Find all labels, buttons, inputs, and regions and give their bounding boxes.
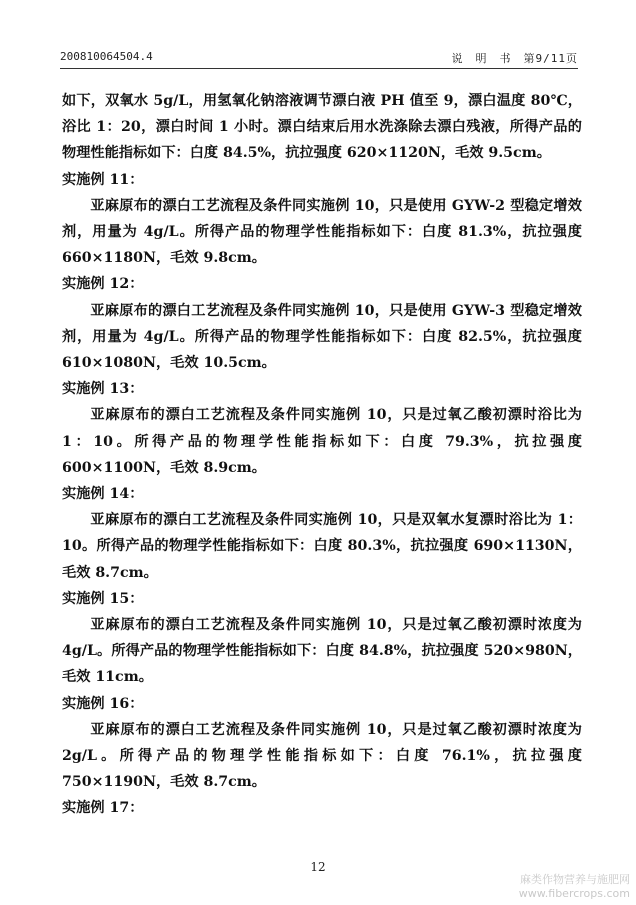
- watermark-name: 麻类作物营养与施肥网: [520, 873, 630, 886]
- document-body: [62, 88, 582, 822]
- paragraph: 亚麻原布的漂白工艺流程及条件同实施例 10，只是使用 GYW-2 型稳定增效剂，用量为 4g/L。所得产品的物理学性能指标如下：白度 81.3%，抗拉强度 660×1180N，毛效 9.8cm。: [62, 197, 582, 267]
- watermark-url: www.fibercrops.com: [518, 887, 630, 900]
- watermark: [519, 873, 630, 901]
- page-header: [60, 50, 578, 66]
- paragraph: 亚麻原布的漂白工艺流程及条件同实施例 10，只是过氧乙酸初漂时浴比为 1：10。所得产品的物理学性能指标如下：白度 79.3%，抗拉强度 600×1100N，毛效 8.9cm。: [62, 407, 582, 476]
- paragraph: 亚麻原布的漂白工艺流程及条件同实施例 10，只是双氧水复漂时浴比为 1：10。所得产品的物理学性能指标如下：白度 80.3%，抗拉强度 690×1130N，毛效 8.7cm。: [62, 512, 582, 581]
- paragraph: 亚麻原布的漂白工艺流程及条件同实施例 10，只是过氧乙酸初漂时浓度为 4g/L。所得产品的物理学性能指标如下：白度 84.8%，抗拉强度 520×980N，毛效 11cm。: [62, 617, 582, 686]
- document-number: 200810064504.4: [60, 50, 153, 63]
- example-heading: 实施例 11：: [62, 171, 144, 188]
- example-heading: 实施例 13：: [62, 381, 144, 398]
- header-rule: [60, 68, 578, 69]
- paragraph: 亚麻原布的漂白工艺流程及条件同实施例 10，只是使用 GYW-3 型稳定增效剂，用量为 4g/L。所得产品的物理学性能指标如下：白度 82.5%，抗拉强度 610×1080N，毛效 10.5cm。: [62, 302, 582, 372]
- section-label: 说 明 书 第9/11页: [451, 52, 578, 65]
- example-heading: 实施例 16：: [62, 695, 144, 712]
- example-heading: 实施例 12：: [62, 276, 144, 293]
- paragraph: 如下，双氧水 5g/L，用氢氧化钠溶液调节漂白液 PH 值至 9，漂白温度 80℃，浴比 1：20，漂白时间 1 小时。漂白结束后用水洗涤除去漂白残液，所得产品的物理性能指标如下：白度 84.5%，抗拉强度 620×1120N，毛效 9.5cm。: [62, 93, 582, 162]
- page-number: 12: [310, 860, 326, 874]
- example-heading: 实施例 15：: [62, 590, 144, 607]
- example-heading: 实施例 14：: [62, 486, 144, 503]
- example-heading: 实施例 17：: [62, 800, 144, 817]
- paragraph: 亚麻原布的漂白工艺流程及条件同实施例 10，只是过氧乙酸初漂时浓度为 2g/L。所得产品的物理学性能指标如下：白度 76.1%，抗拉强度 750×1190N，毛效 8.7cm。: [62, 721, 582, 791]
